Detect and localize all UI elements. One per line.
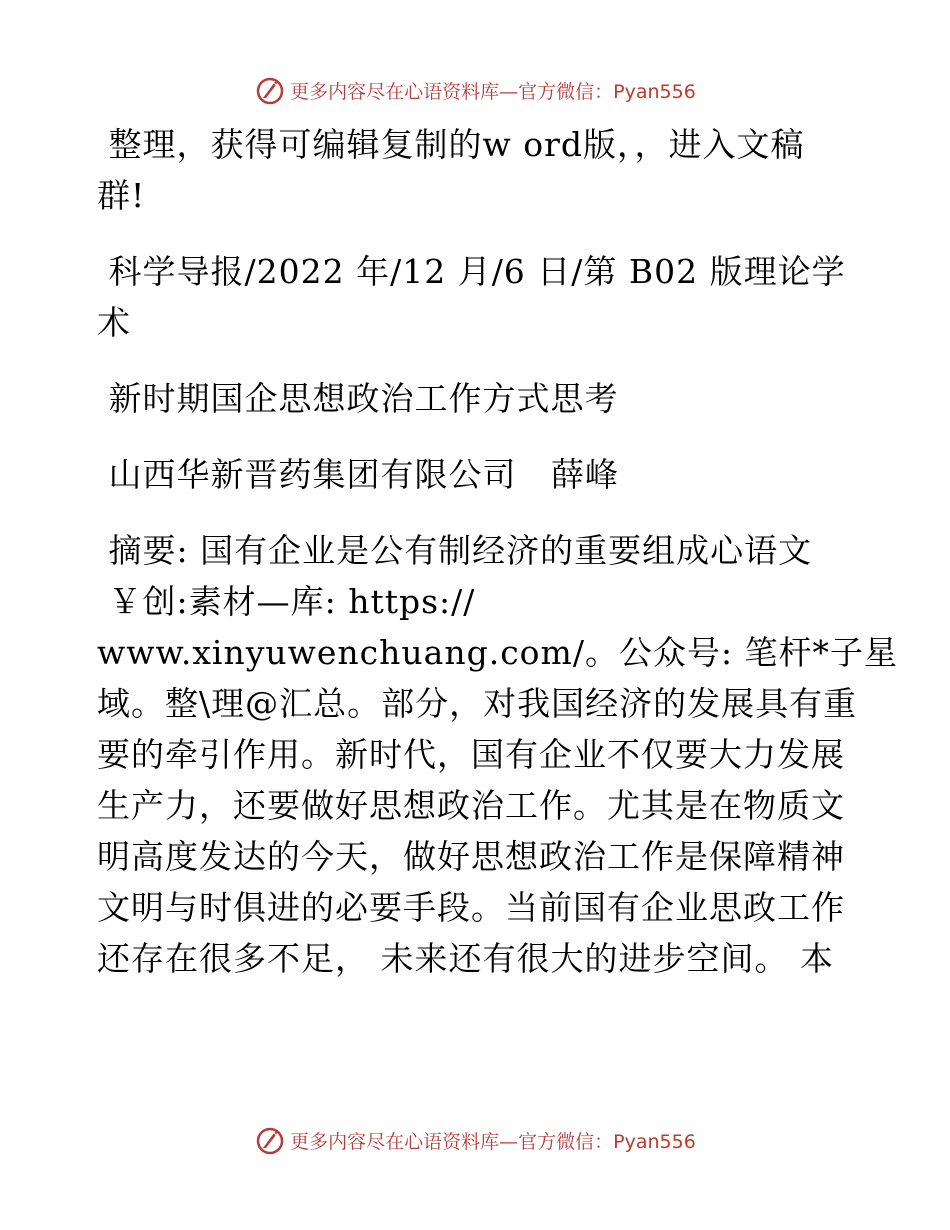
author-line: 山西华新晋药集团有限公司 薛峰 [97,455,619,494]
footer-watermark [0,1120,950,1160]
abstract-line: 域。整\理@汇总。部分，对我国经济的发展具有重 [97,684,858,723]
article-title: 新时期国企思想政治工作方式思考 [97,379,619,418]
intro-paragraph [97,119,857,221]
abstract-line: 明高度发达的今天，做好思想政治工作是保障精神 [97,837,845,876]
document-body [97,119,899,984]
abstract-line: 摘要: 国有企业是公有制经济的重要组成心语文 [97,531,813,570]
abstract-line: 文明与时俱进的必要手段。当前国有企业思政工作 [97,888,845,927]
watermark-text: 更多内容尽在心语资料库—官方微信：Pyan556 [290,80,696,103]
abstract-line: 要的牵引作用。新时代，国有企业不仅要大力发展 [97,735,845,774]
source-paragraph [97,246,857,348]
watermark-text: 更多内容尽在心语资料库—官方微信：Pyan556 [290,1130,696,1153]
abstract-line: ￥创:素材—库: https:// [97,582,476,621]
intro-line-1: 整理，获得可编辑复制的w ord版，，进入文稿 [97,125,805,164]
intro-line-2: 群! [97,176,146,215]
quill-pen-logo-icon [254,74,286,106]
header-watermark [0,70,950,110]
abstract-line: www.xinyuwenchuang.com/。公众号: 笔杆*子星 [97,633,899,672]
source-line-1: 科学导报/2022 年/12 月/6 日/第 B02 版理论学 [97,252,846,291]
abstract-line: 生产力，还要做好思想政治工作。尤其是在物质文 [97,786,845,825]
source-line-2: 术 [97,303,131,342]
abstract-paragraph [97,525,899,984]
abstract-line: 还存在很多不足， 未来还有很大的进步空间。 本 [97,939,834,978]
quill-pen-logo-icon [254,1124,286,1156]
